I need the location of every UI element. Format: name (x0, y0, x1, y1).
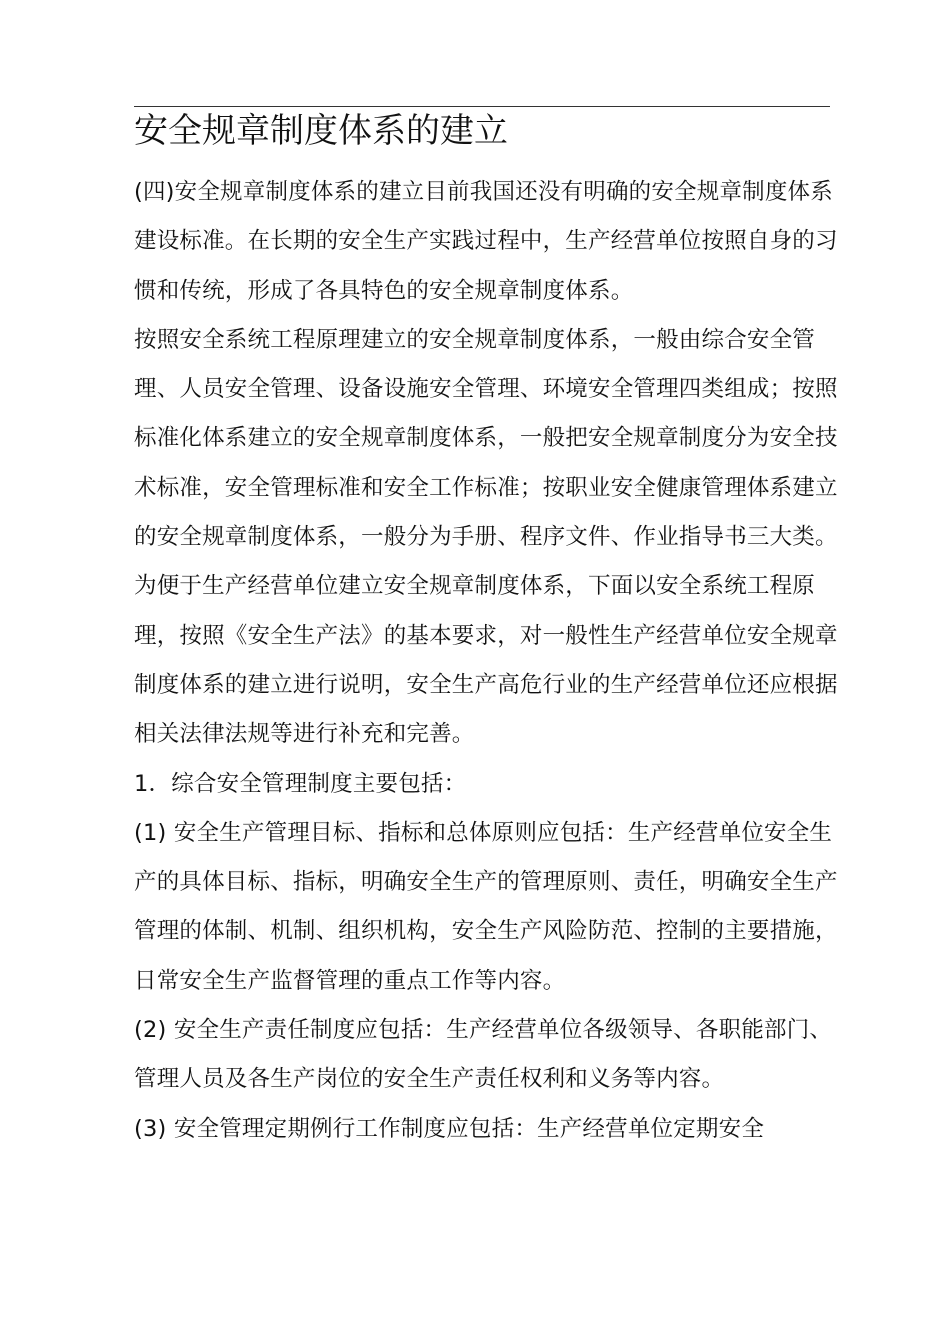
header-rule (134, 106, 830, 107)
list-item-1: (1) 安全生产管理目标、指标和总体原则应包括：生产经营单位安全生产的具体目标、指标，明确安全生产的管理原则、责任，明确安全生产管理的体制、机制、组织机构，安全生产风险防范、控制的主要措施，日常安全生产监督管理的重点工作等内容。 (134, 819, 838, 994)
paragraph-system-types: 按照安全系统工程原理建立的安全规章制度体系，一般由综合安全管理、人员安全管理、设备设施安全管理、环境安全管理四类组成；按照标准化体系建立的安全规章制度体系，一般把安全规章制度分为安全技术标准，安全管理标准和安全工作标准；按职业安全健康管理体系建立的安全规章制度体系，一般分为手册、程序文件、作业指导书三大类。 (134, 326, 838, 551)
list-item-2: (2) 安全生产责任制度应包括：生产经营单位各级领导、各职能部门、管理人员及各生产岗位的安全生产责任权利和义务等内容。 (134, 1017, 833, 1093)
paragraph-explanation: 为便于生产经营单位建立安全规章制度体系，下面以安全系统工程原理，按照《安全生产法》的基本要求，对一般性生产经营单位安全规章制度体系的建立进行说明，安全生产高危行业的生产经营单位还应根据相关法律法规等进行补充和完善。 (134, 573, 838, 748)
document-body (134, 168, 846, 1154)
section-heading-1: 1．综合安全管理制度主要包括： (134, 770, 467, 797)
paragraph-intro: (四)安全规章制度体系的建立目前我国还没有明确的安全规章制度体系建设标准。在长期的安全生产实践过程中，生产经营单位按照自身的习惯和传统，形成了各具特色的安全规章制度体系。 (134, 179, 838, 304)
list-item-3: (3) 安全管理定期例行工作制度应包括：生产经营单位定期安全 (134, 1115, 765, 1142)
document-title: 安全规章制度体系的建立 (134, 111, 508, 151)
